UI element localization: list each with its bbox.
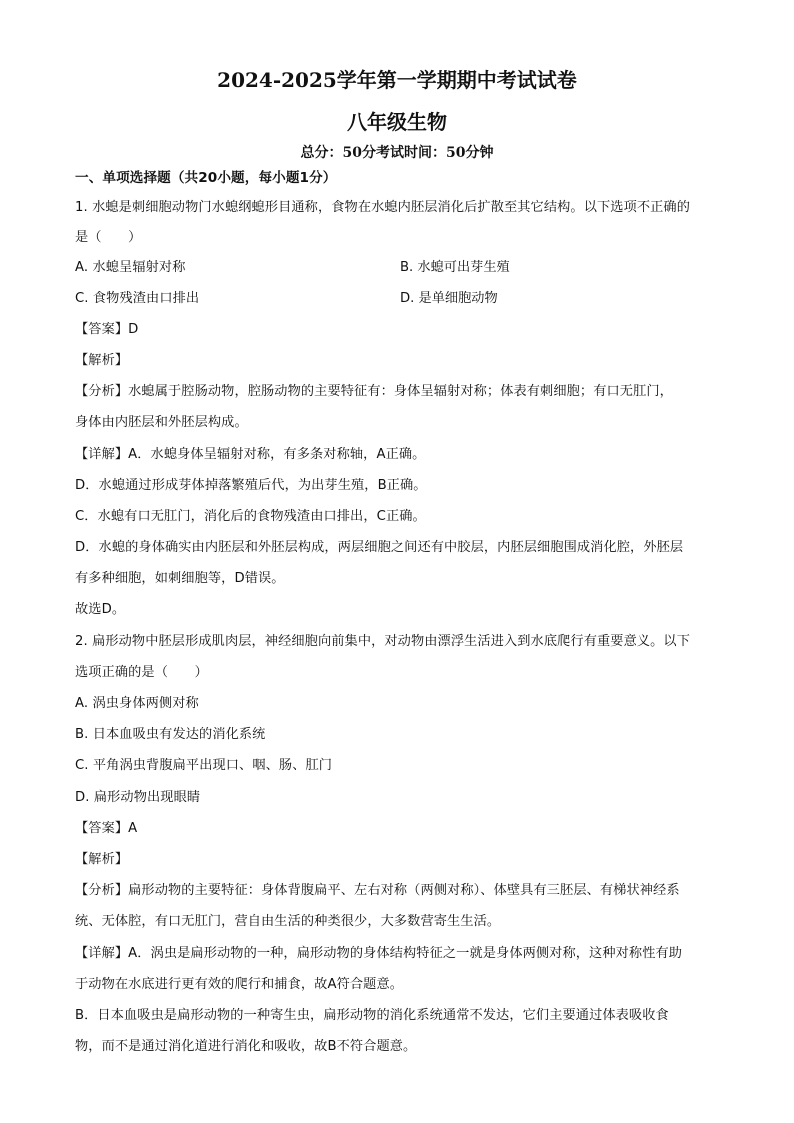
- q1-detail-line-5: 有多种细胞，如刺细胞等，D错误。: [75, 571, 285, 586]
- q1-detail-line-1: 【详解】A．水螅身体呈辐射对称，有多条对称轴，A正确。: [75, 447, 426, 462]
- q1-analysis-line-2: 身体由内胚层和外胚层构成。: [75, 415, 248, 430]
- exam-meta: 总分：50分考试时间：50分钟: [300, 145, 494, 161]
- q2-detail-line-2: 于动物在水底进行更有效的爬行和捕食，故A符合题意。: [75, 977, 404, 992]
- q2-stem-line-2: 选项正确的是（ ）: [75, 665, 208, 680]
- q1-stem-line-1: 1. 水螅是刺细胞动物门水螅纲螅形目通称，食物在水螅内胚层消化后扩散至其它结构。以下选项不正确的: [75, 200, 691, 215]
- q2-analysis-line-2: 统、无体腔，有口无肛门，营自由生活的种类很少，大多数营寄生生活。: [75, 914, 501, 929]
- q2-detail-line-3: B．日本血吸虫是扁形动物的一种寄生虫，扁形动物的消化系统通常不发达，它们主要通过体表吸收食: [75, 1008, 669, 1023]
- q2-stem-line-1: 2. 扁形动物中胚层形成肌肉层，神经细胞向前集中，对动物由漂浮生活进入到水底爬行有重要意义。以下: [75, 634, 691, 649]
- q2-option-c: C. 平角涡虫背腹扁平出现口、咽、肠、肛门: [75, 758, 333, 773]
- q1-analysis-line-1: 【分析】水螅属于腔肠动物，腔肠动物的主要特征有：身体呈辐射对称；体表有刺细胞；有口无肛门，: [75, 384, 673, 399]
- q2-answer: 【答案】A: [75, 821, 138, 836]
- q1-option-c: C. 食物残渣由口排出: [75, 291, 200, 306]
- q2-analysis-line-1: 【分析】扁形动物的主要特征：身体背腹扁平、左右对称（两侧对称）、体壁具有三胚层、有梯状神经系: [75, 883, 680, 898]
- q1-option-d: D. 是单细胞动物: [400, 291, 498, 306]
- section-heading: 一、单项选择题（共20小题，每小题1分）: [75, 170, 337, 186]
- exam-subtitle: 八年级生物: [347, 110, 447, 134]
- q1-answer: 【答案】D: [75, 322, 139, 337]
- q1-detail-line-2: D．水螅通过形成芽体掉落繁殖后代，为出芽生殖，B正确。: [75, 478, 427, 493]
- q2-option-d: D. 扁形动物出现眼睛: [75, 790, 201, 805]
- q2-option-a: A. 涡虫身体两侧对称: [75, 696, 199, 711]
- q1-detail-line-3: C．水螅有口无肛门，消化后的食物残渣由口排出，C正确。: [75, 509, 426, 524]
- q2-analysis-label: 【解析】: [75, 852, 129, 867]
- q1-conclusion: 故选D。: [75, 602, 126, 617]
- q2-detail-line-4: 物，而不是通过消化道进行消化和吸收，故B不符合题意。: [75, 1039, 417, 1054]
- q2-detail-line-1: 【详解】A．涡虫是扁形动物的一种，扁形动物的身体结构特征之一就是身体两侧对称，这种对称性有助: [75, 946, 683, 961]
- q1-analysis-label: 【解析】: [75, 353, 129, 368]
- q1-stem-line-2: 是（ ）: [75, 230, 142, 245]
- exam-title: 2024-2025学年第一学期期中考试试卷: [217, 68, 577, 92]
- q1-option-a: A. 水螅呈辐射对称: [75, 260, 186, 275]
- q1-option-b: B. 水螅可出芽生殖: [400, 260, 510, 275]
- q2-option-b: B. 日本血吸虫有发达的消化系统: [75, 727, 266, 742]
- q1-detail-line-4: D．水螅的身体确实由内胚层和外胚层构成，两层细胞之间还有中胶层，内胚层细胞围成消化腔，外胚层: [75, 540, 684, 555]
